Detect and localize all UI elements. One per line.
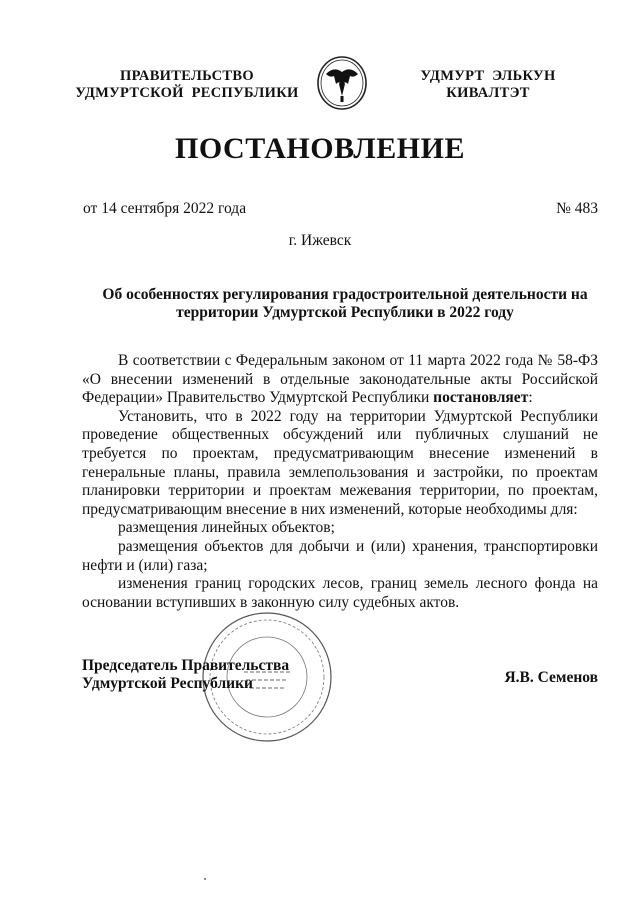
header-right-line2: КИВАЛТЭТ [446, 85, 530, 101]
body-paragraph-4: размещения объектов для добычи и (или) хранения, транспортировки нефти и (или) газа; [82, 537, 598, 574]
signatory-name: Я.В. Семенов [504, 669, 598, 686]
subject-line1: Об особенностях регулирования градостроительной деятельности на [102, 286, 588, 303]
document-title: ПОСТАНОВЛЕНИЕ [175, 132, 465, 165]
header-left [72, 68, 302, 102]
subject-line2: территории Удмуртской Республики в 2022 году [176, 304, 514, 321]
body-paragraph-1 [82, 352, 598, 408]
body-p1-bold: постановляет [433, 389, 529, 407]
signatory-position-line2: Удмуртской Республики [82, 675, 253, 692]
document-date: от 14 сентября 2022 года [83, 200, 247, 217]
document-number: № 483 [556, 200, 598, 217]
body-paragraph-5: изменения границ городских лесов, границ земель лесного фонда на основании вступивших в законную силу судебных актов. [82, 575, 598, 611]
header-left-line2: УДМУРТСКОЙ РЕСПУБЛИКИ [75, 85, 299, 101]
header-right-line1: УДМУРТ ЭЛЬКУН [420, 68, 556, 84]
header-right [400, 68, 576, 102]
body-paragraph-2: Установить, что в 2022 году на территории Удмуртской Республики проведение общественных обсуждений или публичных слушаний не требуется по проектам, предусматривающим внесение изменений в генеральные планы, правила землепользования и застройки, по проектам планировки территории и проектам межевания территории, по проектам, предусматривающим внесение в них изменений, которые необходимы для: [82, 407, 598, 518]
body-paragraph-3: размещения линейных объектов; [118, 519, 335, 537]
coat-of-arms-icon [314, 56, 370, 110]
signatory-position-line1: Председатель Правительства [82, 657, 290, 674]
page-speck [204, 878, 206, 880]
body-p1-end: : [528, 389, 533, 407]
document-body [82, 352, 598, 612]
signatory-position [82, 657, 289, 693]
document-subject [90, 286, 600, 322]
body-p1-text: В соответствии с Федеральным законом от 11 марта 2022 года № 58-ФЗ «О внесении изменений в отдельные законодательные акты Российской Федерации» Правительство Удмуртской Республики [82, 352, 598, 407]
header-left-line1: ПРАВИТЕЛЬСТВО [120, 68, 254, 84]
document-city: г. Ижевск [288, 232, 352, 249]
